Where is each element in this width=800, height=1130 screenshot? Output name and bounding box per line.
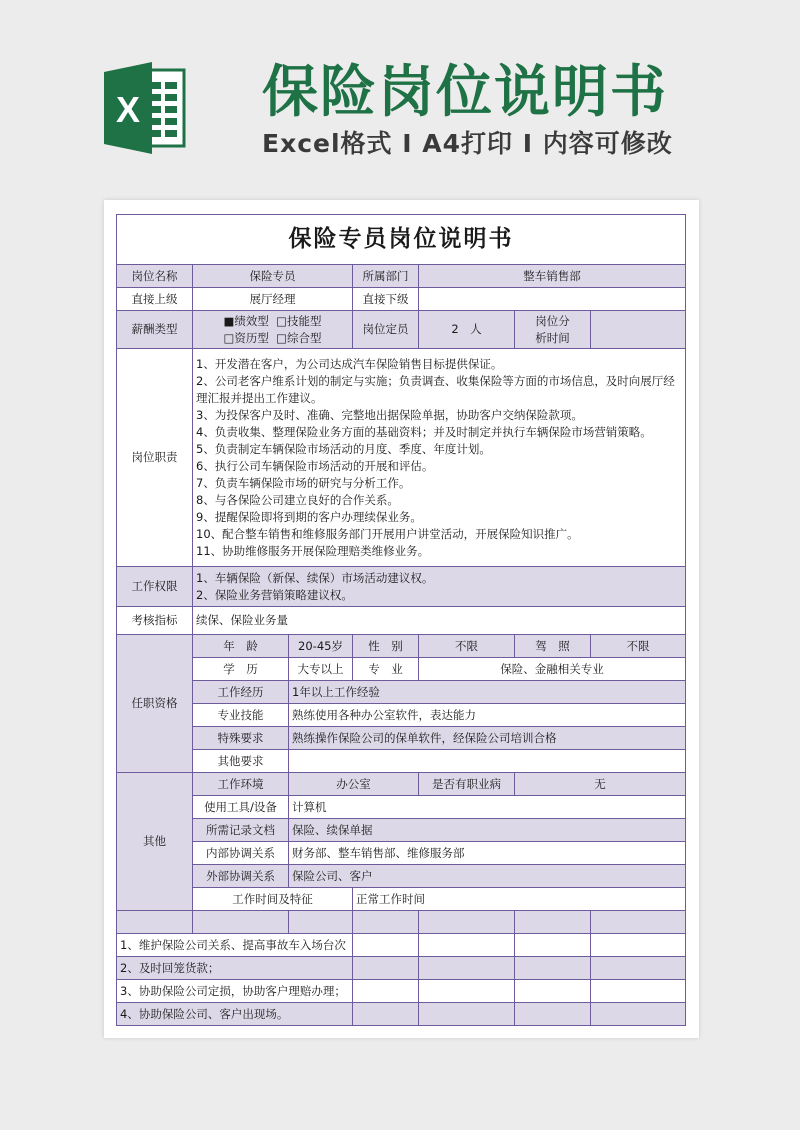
- direct-superior-label: 直接上级: [117, 288, 193, 311]
- duty-item: 4、负责收集、整理保险业务方面的基础资料；并及时制定并执行车辆保险市场营销策略。: [196, 424, 652, 439]
- note-item[interactable]: 4、协助保险公司、客户出现场。: [117, 1003, 353, 1026]
- other-requirements-value[interactable]: [289, 750, 686, 773]
- occupational-disease-value[interactable]: 无: [515, 773, 686, 796]
- other-label: 其他: [117, 773, 193, 911]
- empty-cell[interactable]: [353, 980, 419, 1003]
- experience-value[interactable]: 1年以上工作经验: [289, 681, 686, 704]
- occupational-disease-label: 是否有职业病: [419, 773, 515, 796]
- other-requirements-label: 其他要求: [193, 750, 289, 773]
- education-label: 学 历: [193, 658, 289, 681]
- work-environment-value[interactable]: 办公室: [289, 773, 419, 796]
- empty-cell[interactable]: [353, 911, 419, 934]
- empty-cell[interactable]: [515, 911, 591, 934]
- internal-coordination-value[interactable]: 财务部、整车销售部、维修服务部: [289, 842, 686, 865]
- duty-item: 10、配合整车销售和维修服务部门开展用户讲堂活动，开展保险知识推广。: [196, 526, 579, 541]
- work-environment-label: 工作环境: [193, 773, 289, 796]
- job-description-table: [116, 214, 686, 1026]
- excel-icon: [104, 62, 186, 154]
- age-value[interactable]: 20-45岁: [289, 635, 353, 658]
- empty-cell[interactable]: [515, 957, 591, 980]
- duties-label: 岗位职责: [117, 349, 193, 567]
- duty-item: 9、提醒保险即将到期的客户办理续保业务。: [196, 509, 422, 524]
- analysis-time-label: [515, 311, 591, 349]
- empty-cell[interactable]: [419, 934, 515, 957]
- excel-logo-letter: X: [115, 89, 141, 130]
- internal-coordination-label: 内部协调关系: [193, 842, 289, 865]
- empty-cell[interactable]: [289, 911, 353, 934]
- banner: [0, 0, 800, 185]
- headcount-label: 岗位定员: [353, 311, 419, 349]
- empty-cell[interactable]: [591, 957, 686, 980]
- empty-cell[interactable]: [591, 980, 686, 1003]
- authority-content[interactable]: [193, 567, 686, 607]
- empty-cell[interactable]: [353, 934, 419, 957]
- records-value[interactable]: 保险、续保单据: [289, 819, 686, 842]
- authority-item: 1、车辆保险（新保、续保）市场活动建议权。: [196, 570, 434, 585]
- empty-cell[interactable]: [591, 1003, 686, 1026]
- position-name-value[interactable]: 保险专员: [193, 265, 353, 288]
- salary-option-performance[interactable]: ■绩效型: [223, 313, 269, 328]
- duty-item: 11、协助维修服务开展保险理赔类维修业务。: [196, 543, 430, 558]
- empty-cell[interactable]: [515, 1003, 591, 1026]
- spreadsheet-page: [104, 200, 699, 1038]
- work-hours-value[interactable]: 正常工作时间: [353, 888, 686, 911]
- salary-option-composite[interactable]: □综合型: [276, 330, 322, 345]
- empty-cell[interactable]: [419, 911, 515, 934]
- special-requirements-label: 特殊要求: [193, 727, 289, 750]
- kpi-value[interactable]: 续保、保险业务量: [193, 607, 686, 635]
- empty-cell[interactable]: [193, 911, 289, 934]
- major-value[interactable]: 保险、金融相关专业: [419, 658, 686, 681]
- duty-item: 3、为投保客户及时、准确、完整地出据保险单据，协助客户交纳保险款项。: [196, 407, 583, 422]
- empty-cell[interactable]: [419, 1003, 515, 1026]
- external-coordination-label: 外部协调关系: [193, 865, 289, 888]
- position-name-label: 岗位名称: [117, 265, 193, 288]
- gender-value[interactable]: 不限: [419, 635, 515, 658]
- qualification-label: 任职资格: [117, 635, 193, 773]
- direct-superior-value[interactable]: 展厅经理: [193, 288, 353, 311]
- education-value[interactable]: 大专以上: [289, 658, 353, 681]
- external-coordination-value[interactable]: 保险公司、客户: [289, 865, 686, 888]
- duty-item: 8、与各保险公司建立良好的合作关系。: [196, 492, 399, 507]
- headcount-value[interactable]: 2 人: [419, 311, 515, 349]
- tools-label: 使用工具/设备: [193, 796, 289, 819]
- empty-cell[interactable]: [353, 957, 419, 980]
- department-label: 所属部门: [353, 265, 419, 288]
- duty-item: 5、负责制定车辆保险市场活动的月度、季度、年度计划。: [196, 441, 491, 456]
- department-value[interactable]: 整车销售部: [419, 265, 686, 288]
- analysis-time-value[interactable]: [591, 311, 686, 349]
- direct-subordinate-label: 直接下级: [353, 288, 419, 311]
- empty-cell[interactable]: [515, 934, 591, 957]
- banner-title: 保险岗位说明书: [262, 60, 668, 125]
- duty-item: 7、负责车辆保险市场的研究与分析工作。: [196, 475, 411, 490]
- skills-label: 专业技能: [193, 704, 289, 727]
- authority-item: 2、保险业务营销策略建议权。: [196, 587, 353, 602]
- duty-item: 6、执行公司车辆保险市场活动的开展和评估。: [196, 458, 434, 473]
- direct-subordinate-value[interactable]: [419, 288, 686, 311]
- skills-value[interactable]: 熟练使用各种办公室软件，表达能力: [289, 704, 686, 727]
- empty-cell[interactable]: [515, 980, 591, 1003]
- experience-label: 工作经历: [193, 681, 289, 704]
- analysis-time-label-line1: 岗位分: [535, 313, 570, 328]
- special-requirements-value[interactable]: 熟练操作保险公司的保单软件，经保险公司培训合格: [289, 727, 686, 750]
- major-label: 专 业: [353, 658, 419, 681]
- license-value[interactable]: 不限: [591, 635, 686, 658]
- tools-value[interactable]: 计算机: [289, 796, 686, 819]
- note-item[interactable]: 3、协助保险公司定损，协助客户理赔办理；: [117, 980, 353, 1003]
- empty-cell[interactable]: [419, 980, 515, 1003]
- duties-content[interactable]: [193, 349, 686, 567]
- duty-item: 2、公司老客户维系计划的制定与实施；负责调查、收集保险等方面的市场信息，及时向展厅经理汇报并提出工作建议。: [196, 373, 675, 405]
- empty-cell[interactable]: [591, 934, 686, 957]
- empty-cell[interactable]: [117, 911, 193, 934]
- salary-type-label: 薪酬类型: [117, 311, 193, 349]
- age-label: 年 龄: [193, 635, 289, 658]
- empty-cell[interactable]: [353, 1003, 419, 1026]
- license-label: 驾 照: [515, 635, 591, 658]
- empty-cell[interactable]: [419, 957, 515, 980]
- gender-label: 性 别: [353, 635, 419, 658]
- salary-option-seniority[interactable]: □资历型: [223, 330, 269, 345]
- salary-option-skill[interactable]: □技能型: [276, 313, 322, 328]
- banner-subtitle: Excel格式 I A4打印 I 内容可修改: [262, 129, 673, 158]
- empty-cell[interactable]: [591, 911, 686, 934]
- authority-label: 工作权限: [117, 567, 193, 607]
- doc-title: 保险专员岗位说明书: [117, 215, 686, 265]
- note-item[interactable]: 1、维护保险公司关系、提高事故车入场台次: [117, 934, 353, 957]
- kpi-label: 考核指标: [117, 607, 193, 635]
- records-label: 所需记录文档: [193, 819, 289, 842]
- duty-item: 1、开发潜在客户，为公司达成汽车保险销售目标提供保证。: [196, 356, 503, 371]
- work-hours-label: 工作时间及特征: [193, 888, 353, 911]
- salary-type-options[interactable]: [193, 311, 353, 349]
- analysis-time-label-line2: 析时间: [535, 330, 570, 345]
- note-item[interactable]: 2、及时回笼货款；: [117, 957, 353, 980]
